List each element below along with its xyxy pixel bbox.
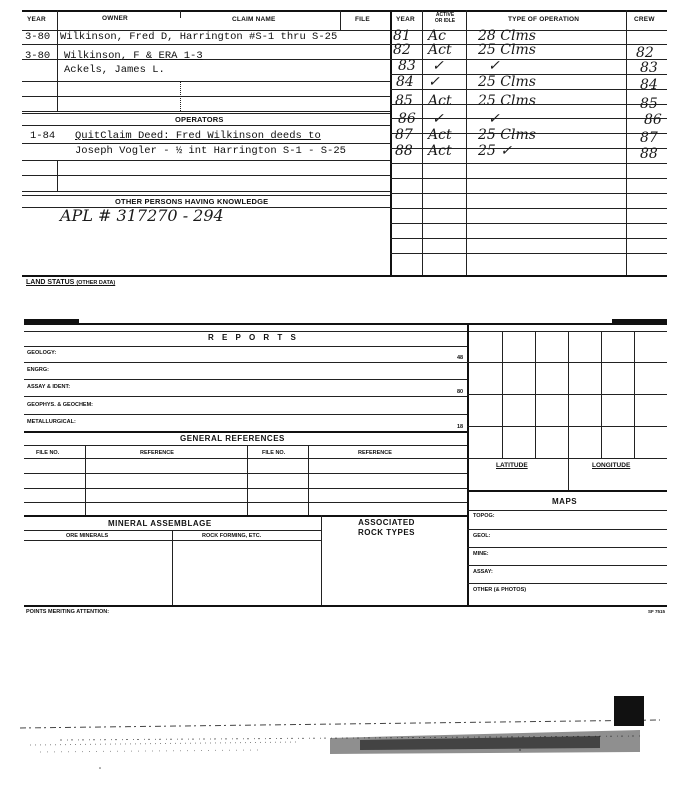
op-status: Act: [428, 42, 452, 58]
op-year: 87: [395, 127, 413, 143]
longitude-label: LONGITUDE: [592, 462, 631, 469]
associated-line-2: ROCK TYPES: [358, 528, 416, 537]
header-active-label: ACTIVE: [435, 12, 455, 18]
op-status: Act: [428, 93, 452, 109]
owner-row-3-text: Ackels, James L.: [64, 64, 165, 76]
form-number: SF 7515: [648, 609, 666, 614]
header-active-or-idle: [426, 12, 464, 24]
op-type: 25 ✓: [478, 143, 512, 159]
operator-entry-line-1: QuitClaim Deed: Fred Wilkinson deeds to: [75, 130, 321, 142]
op-type: ✓: [488, 111, 500, 127]
op-type: 25 Clms: [478, 42, 536, 58]
ore-minerals-label: ORE MINERALS: [66, 533, 109, 539]
op-year: 85: [395, 93, 413, 109]
gr-col-reference-2: REFERENCE: [358, 450, 392, 456]
land-status-title: LAND STATUS: [26, 279, 75, 286]
header-claim-name: CLAIM NAME: [232, 16, 276, 23]
op-status: ✓: [432, 58, 444, 74]
header-year: YEAR: [27, 16, 46, 23]
header-file: FILE: [355, 16, 370, 23]
header-type-of-operation: TYPE OF OPERATION: [508, 16, 580, 23]
owner-row-2-text: Wilkinson, F & ERA 1-3: [64, 50, 203, 62]
op-type: 25 Clms: [478, 127, 536, 143]
rock-forming-label: ROCK FORMING, ETC.: [202, 533, 262, 539]
maps-title: MAPS: [552, 497, 578, 506]
other-persons-handwritten: APL # 317270 - 294: [60, 206, 224, 225]
report-row-num: 18: [457, 424, 464, 430]
op-crew: 84: [640, 77, 658, 93]
op-status: ✓: [428, 74, 440, 90]
maps-row: TOPOG:: [473, 513, 495, 519]
op-crew: 87: [640, 130, 658, 146]
op-crew: 85: [640, 96, 658, 112]
other-persons-title: OTHER PERSONS HAVING KNOWLEDGE: [115, 197, 269, 206]
op-type: 25 Clms: [478, 93, 536, 109]
operators-title: OPERATORS: [175, 115, 224, 124]
header-year-right: YEAR: [396, 16, 415, 23]
gr-col-file-no: FILE NO.: [36, 450, 60, 456]
mineral-assemblage-title: MINERAL ASSEMBLAGE: [108, 519, 212, 528]
maps-row: MINE:: [473, 551, 489, 557]
maps-row: GEOL:: [473, 533, 491, 539]
op-crew: 86: [644, 112, 662, 128]
op-status: Act: [428, 127, 452, 143]
op-status: ✓: [432, 111, 444, 127]
header-crew: CREW: [634, 16, 655, 23]
op-year: 88: [395, 143, 413, 159]
general-references-title: GENERAL REFERENCES: [180, 434, 285, 443]
report-row-label: GEOPHYS. & GEOCHEM:: [27, 402, 94, 408]
associated-line-1: ASSOCIATED: [358, 518, 415, 527]
latitude-label: LATITUDE: [496, 462, 528, 469]
gr-col-file-no-2: FILE NO.: [262, 450, 286, 456]
report-row-label: METALLURGICAL:: [27, 419, 76, 425]
owner-row-1-text: Wilkinson, Fred D, Harrington #S-1 thru S-25: [60, 31, 338, 43]
op-type: 25 Clms: [478, 74, 536, 90]
op-year: 86: [398, 111, 416, 127]
header-owner: OWNER: [102, 15, 128, 22]
op-crew: 83: [640, 60, 658, 76]
op-year: 84: [396, 74, 414, 90]
report-row-num: 48: [457, 355, 464, 361]
gr-col-reference: REFERENCE: [140, 450, 174, 456]
associated-rock-types: [358, 518, 415, 538]
op-type: 28 Clms: [478, 28, 536, 44]
maps-row: OTHER (& PHOTOS): [473, 587, 527, 593]
reports-title: R E P O R T S: [208, 333, 299, 342]
report-row-num: 80: [457, 389, 464, 395]
report-row-label: GEOLOGY:: [27, 350, 57, 356]
report-row-label: ENGRG:: [27, 367, 49, 373]
points-meriting-attention: POINTS MERITING ATTENTION:: [26, 609, 110, 615]
operator-entry-date: 1-84: [30, 130, 56, 142]
maps-row: ASSAY:: [473, 569, 493, 575]
owner-row-1-year: 3-80: [25, 31, 51, 43]
operator-entry-line-2: Joseph Vogler - ½ int Harrington S-1 - S-25: [75, 145, 346, 157]
op-status: Ac: [428, 28, 446, 44]
op-crew: 88: [640, 146, 658, 162]
op-year: 81: [393, 28, 411, 44]
header-idle-label: OR IDLE: [434, 18, 456, 24]
op-year: 83: [398, 58, 416, 74]
op-year: 82: [393, 42, 411, 58]
owner-row-2-year: 3-80: [25, 50, 51, 62]
land-status-sub: (OTHER DATA): [76, 280, 116, 286]
op-type: ✓: [488, 58, 500, 74]
op-crew: 82: [636, 45, 654, 61]
land-status-label: [26, 279, 115, 286]
report-row-label: ASSAY & IDENT:: [27, 384, 71, 390]
op-status: Act: [428, 143, 452, 159]
